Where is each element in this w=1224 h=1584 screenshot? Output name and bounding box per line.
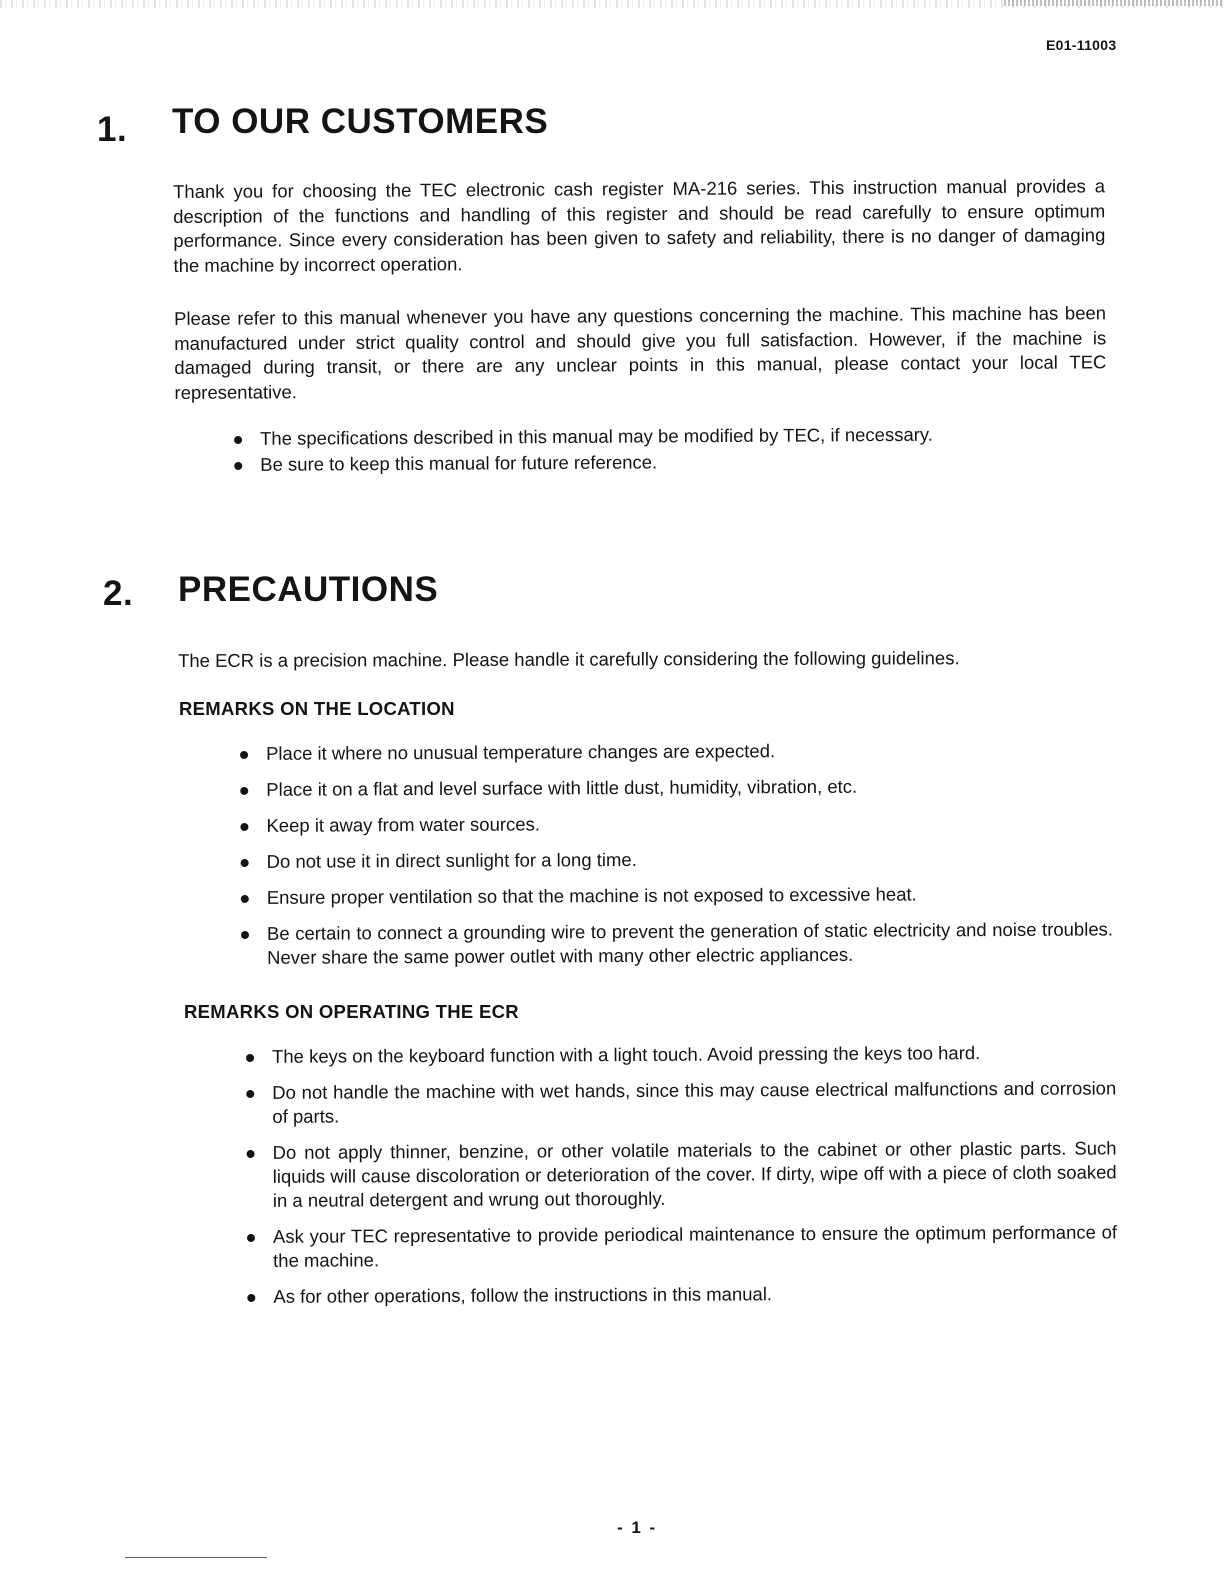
bullet-icon bbox=[240, 751, 248, 759]
scan-artifact-top-right bbox=[1004, 0, 1224, 6]
list-item bbox=[247, 1280, 1117, 1309]
list-item bbox=[234, 422, 1054, 451]
location-item-text: Do not use it in direct sunlight for a long time. bbox=[266, 848, 637, 872]
page-number: - 1 - bbox=[617, 1518, 658, 1537]
location-item-text: Be certain to connect a grounding wire to prevent the generation of static electricity and noise troubles. Never share the same power outlet with many other electric appliances. bbox=[266, 918, 1114, 968]
section-1-title: TO OUR CUSTOMERS bbox=[172, 102, 549, 141]
operating-item-text: The keys on the keyboard function with a light touch. Avoid pressing the keys too hard. bbox=[272, 1042, 981, 1067]
footer-rule bbox=[125, 1557, 267, 1558]
list-item bbox=[247, 1220, 1117, 1273]
intro-paragraph-1: Thank you for choosing the TEC electronic cash register MA-216 series. This instruction manual provides a description of the functions and handling of this register and should be read carefully to ensure optimum performance. Since every consideration has been given to safety and reliability, there is no danger of damaging the machine by incorrect operation. bbox=[173, 175, 1106, 276]
list-item bbox=[247, 1136, 1117, 1213]
operating-list bbox=[246, 1040, 1117, 1321]
bullet-icon bbox=[241, 895, 249, 903]
section-2-number: 2. bbox=[103, 574, 134, 613]
bullet-icon bbox=[247, 1150, 255, 1158]
operating-item-text: Ask your TEC representative to provide periodical maintenance to ensure the optimum performance of the machine. bbox=[272, 1221, 1118, 1271]
location-heading: REMARKS ON THE LOCATION bbox=[179, 698, 455, 719]
bullet-icon bbox=[241, 931, 249, 939]
list-item bbox=[241, 845, 1113, 874]
document-id: E01-11003 bbox=[1046, 37, 1117, 53]
section-2-title: PRECAUTIONS bbox=[178, 570, 439, 609]
bullet-icon bbox=[240, 787, 248, 795]
intro-paragraph-2: Please refer to this manual whenever you have any questions concerning the machine. This machine has been manufactured under strict quality control and should give you full satisfaction. However, if the machine is damaged during transit, or there are any unclear points in this manual, please contact your local TEC representative. bbox=[174, 302, 1107, 403]
list-item bbox=[241, 881, 1113, 910]
location-list bbox=[240, 737, 1113, 982]
list-item bbox=[240, 773, 1112, 802]
list-item bbox=[240, 737, 1112, 766]
location-item-text: Keep it away from water sources. bbox=[266, 813, 540, 836]
notes-list bbox=[234, 422, 1054, 479]
operating-item-text: Do not apply thinner, benzine, or other volatile materials to the cabinet or other plastic parts. Such liquids will cause discoloration or deterioration of the cover. If dirty, wipe off with a piece of cloth soaked in a neutral detergent and wrung out thoroughly. bbox=[272, 1137, 1117, 1211]
precautions-intro: The ECR is a precision machine. Please handle it carefully considering the following guidelines. bbox=[178, 647, 960, 671]
operating-heading: REMARKS ON OPERATING THE ECR bbox=[184, 1001, 519, 1022]
location-item-text: Place it where no unusual temperature changes are expected. bbox=[266, 740, 776, 764]
location-item-text: Ensure proper ventilation so that the machine is not exposed to excessive heat. bbox=[266, 883, 917, 908]
bullet-icon bbox=[246, 1090, 254, 1098]
list-item bbox=[240, 809, 1112, 838]
bullet-icon bbox=[241, 859, 249, 867]
bullet-icon bbox=[247, 1234, 255, 1242]
operating-item-text: Do not handle the machine with wet hands, since this may cause electrical malfunctions and corrosion of parts. bbox=[272, 1077, 1117, 1127]
list-item bbox=[246, 1076, 1116, 1129]
bullet-icon bbox=[234, 462, 242, 470]
bullet-icon bbox=[240, 823, 248, 831]
bullet-icon bbox=[234, 436, 242, 444]
note-text: The specifications described in this manual may be modified by TEC, if necessary. bbox=[260, 423, 933, 449]
section-1-number: 1. bbox=[97, 110, 128, 149]
list-item bbox=[241, 917, 1113, 970]
operating-item-text: As for other operations, follow the instructions in this manual. bbox=[273, 1283, 773, 1307]
note-text: Be sure to keep this manual for future reference. bbox=[260, 451, 658, 475]
bullet-icon bbox=[247, 1294, 255, 1302]
location-item-text: Place it on a flat and level surface with little dust, humidity, vibration, etc. bbox=[266, 775, 858, 800]
bullet-icon bbox=[246, 1054, 254, 1062]
list-item bbox=[246, 1040, 1116, 1069]
list-item bbox=[234, 448, 1054, 477]
